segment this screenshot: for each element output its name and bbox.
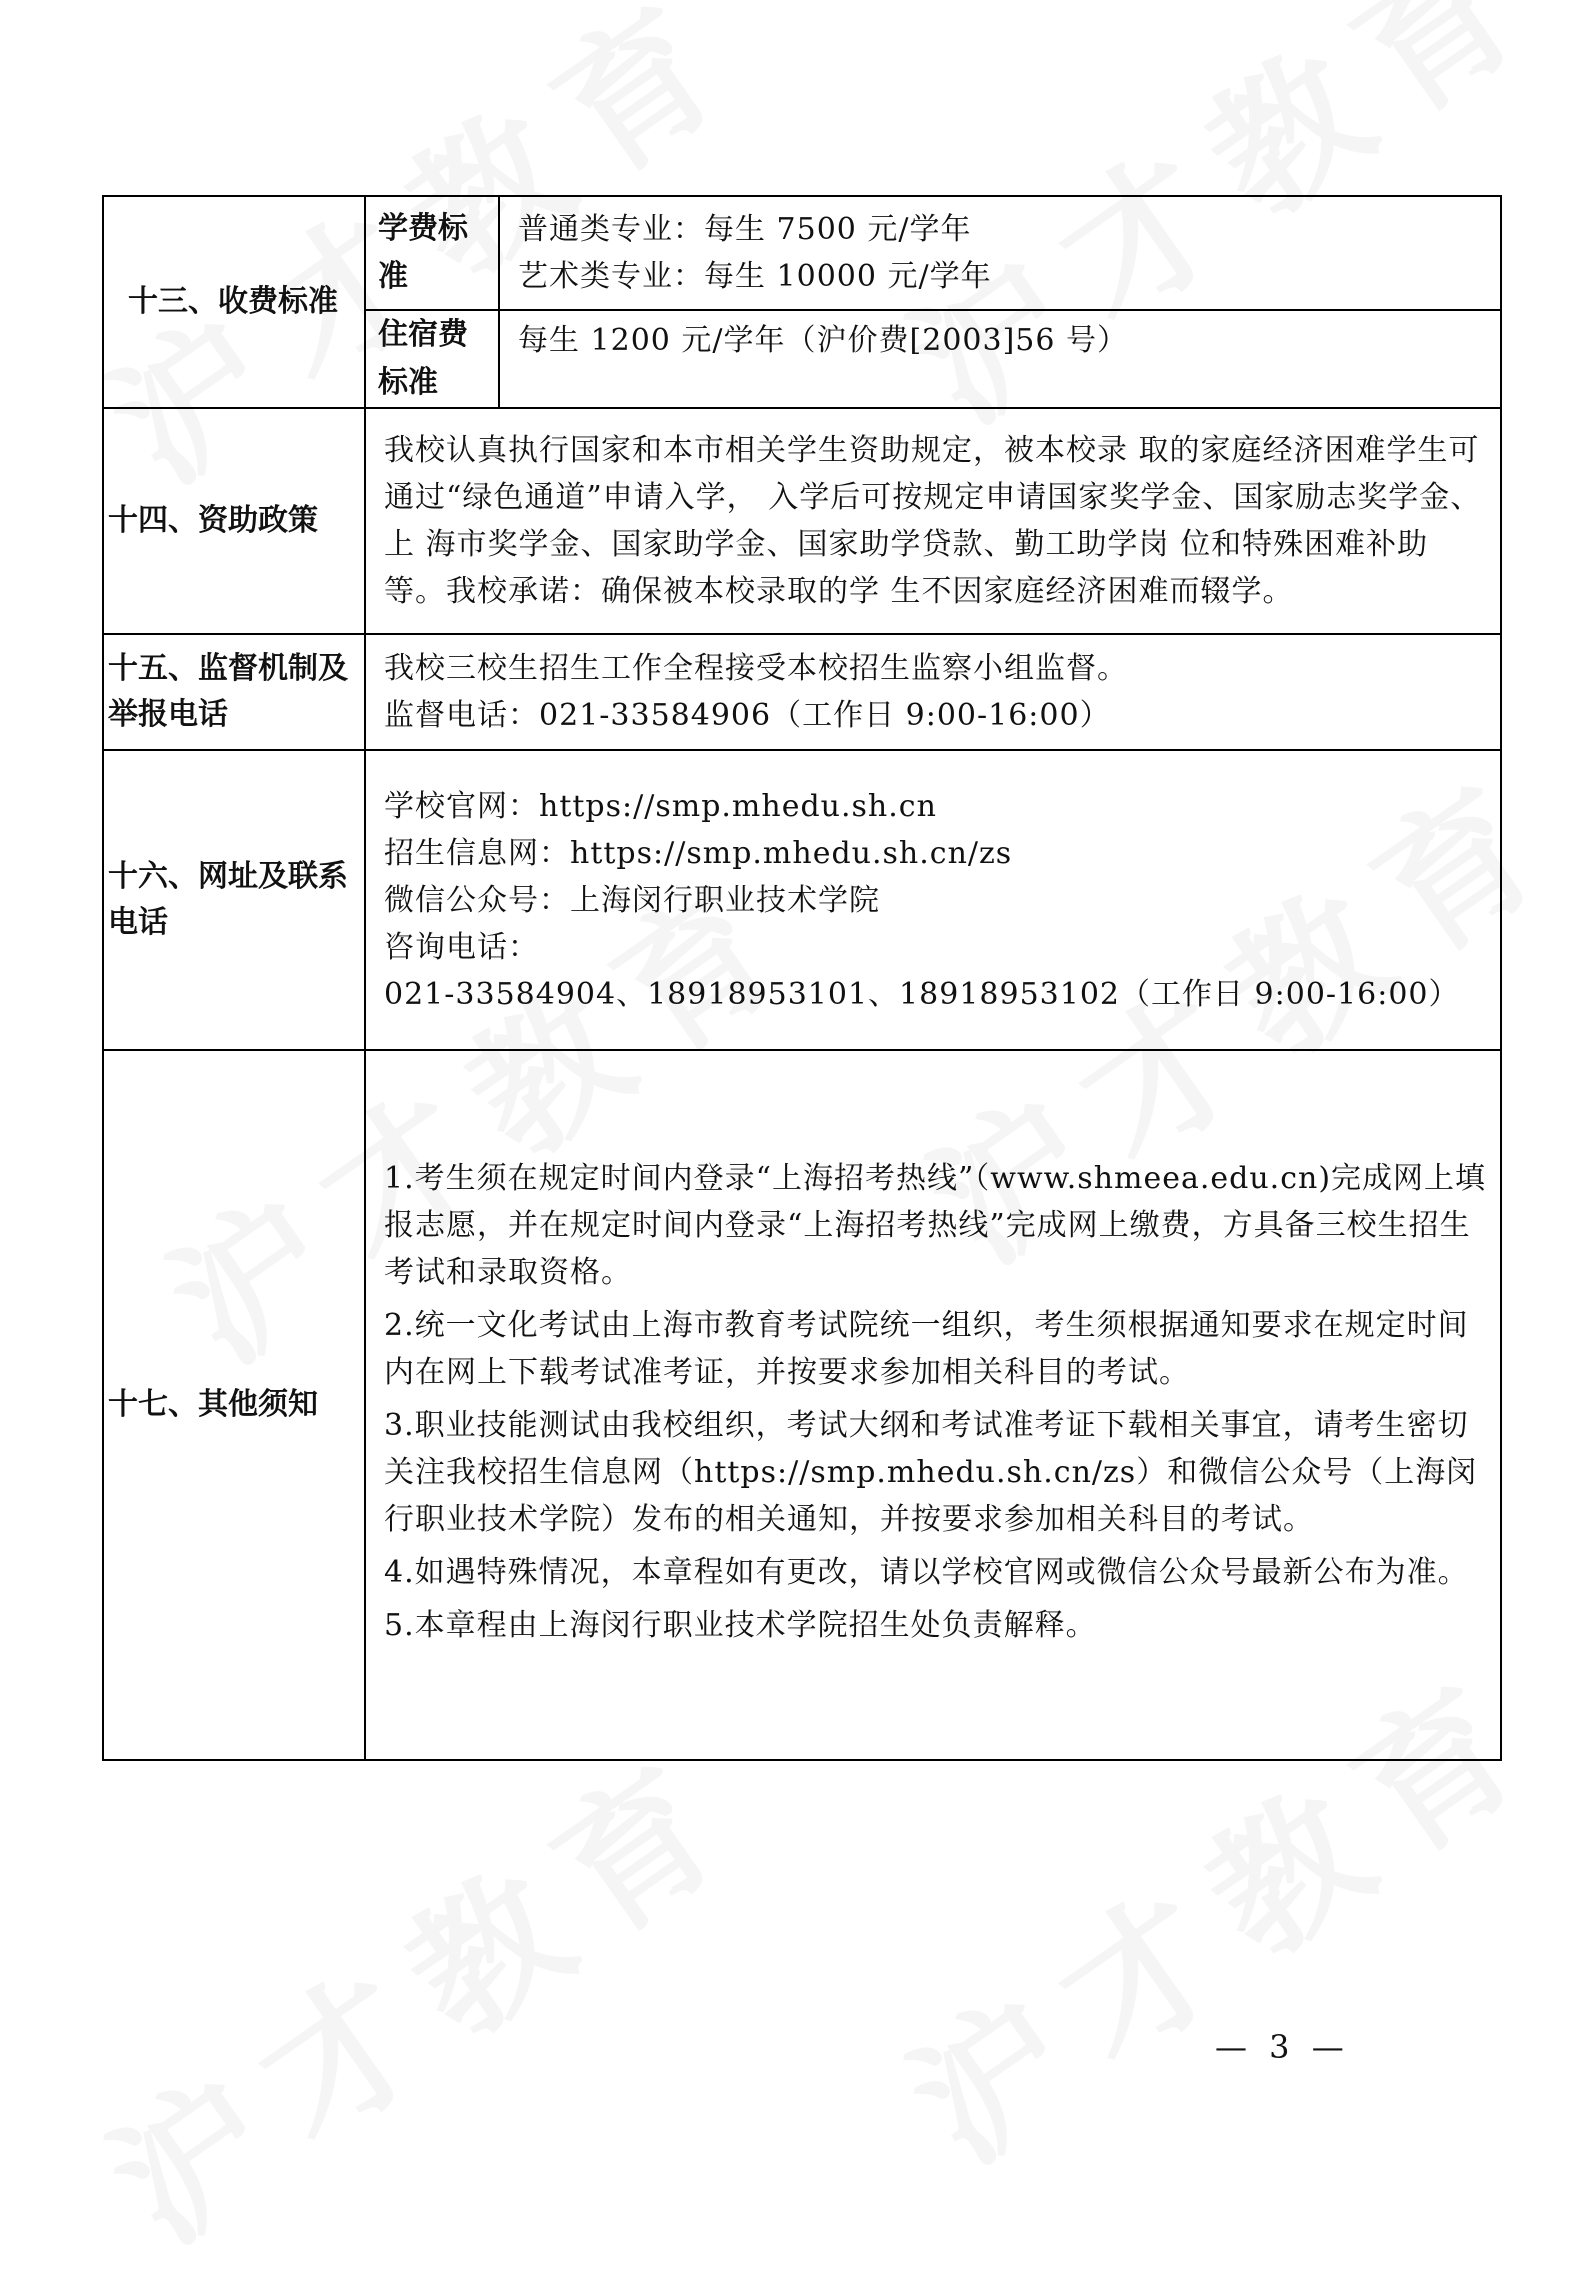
tuition-content — [499, 196, 1501, 310]
tuition-line: 艺术类专业：每生 10000 元/学年 — [518, 259, 992, 294]
table-row-aid — [103, 408, 1501, 634]
dorm-text: 每生 1200 元/学年（沪价费[2003]56 号） — [518, 323, 1128, 358]
enrollment-table — [102, 195, 1502, 1761]
page-number: — 3 — — [1215, 2028, 1350, 2066]
note-item: 2.统一文化考试由上海市教育考试院统一组织，考生须根据通知要求在规定时间内在网上下载考试准考证，并按要求参加相关科目的考试。 — [384, 1308, 1469, 1390]
aid-content — [365, 408, 1501, 634]
watermark — [63, 1693, 777, 2283]
phone-numbers: 021-33584904、18918953101、18918953102（工作日 9:00-16:00） — [384, 976, 1460, 1012]
notes-content — [365, 1050, 1501, 1760]
notes-title: 十七、其他须知 — [103, 1050, 365, 1760]
phone-label: 咨询电话： — [384, 929, 539, 965]
contact-title: 十六、网址及联系电话 — [103, 750, 365, 1050]
note-item: 1.考生须在规定时间内登录“上海招考热线”（www.shmeea.edu.cn)完成网上填报志愿，并在规定时间内登录“上海招考热线”完成网上缴费，方具备三校生招生考试和录取资格。 — [384, 1161, 1487, 1290]
supervision-phone: 监督电话：021-33584906（工作日 9:00-16:00） — [384, 698, 1111, 733]
fees-title: 十三、收费标准 — [103, 196, 365, 408]
aid-text: 我校认真执行国家和本市相关学生资助规定，被本校录 取的家庭经济困难学生可通过“绿色通道”申请入学， 入学后可按规定申请国家奖学金、国家励志奖学金、上 海市奖学金、国家助学金、国家助学贷款、勤工助学岗 位和特殊困难补助等。我校承诺：确保被本校录取的学 生不因家庭经济困难而辍学。 — [384, 433, 1482, 609]
table-row-contact — [103, 750, 1501, 1050]
table-row-fees-tuition — [103, 196, 1501, 310]
website-link[interactable]: 学校官网：https://smp.mhedu.sh.cn — [384, 788, 937, 824]
tuition-line: 普通类专业：每生 7500 元/学年 — [518, 212, 972, 247]
note-item: 5.本章程由上海闵行职业技术学院招生处负责解释。 — [384, 1608, 1097, 1643]
tuition-label: 学费标准 — [365, 196, 499, 310]
supervision-content — [365, 634, 1501, 750]
admissions-site-link[interactable]: 招生信息网：https://smp.mhedu.sh.cn/zs — [384, 835, 1013, 871]
dorm-content — [499, 310, 1501, 408]
supervision-title: 十五、监督机制及举报电话 — [103, 634, 365, 750]
table-row-supervision — [103, 634, 1501, 750]
wechat-account: 微信公众号：上海闵行职业技术学院 — [384, 882, 880, 918]
contact-content — [365, 750, 1501, 1050]
table-row-notes — [103, 1050, 1501, 1760]
note-item: 4.如遇特殊情况，本章程如有更改，请以学校官网或微信公众号最新公布为准。 — [384, 1555, 1469, 1590]
supervision-line: 我校三校生招生工作全程接受本校招生监察小组监督。 — [384, 651, 1128, 686]
note-item: 3.职业技能测试由我校组织，考试大纲和考试准考证下载相关事宜，请考生密切关注我校招生信息网（https://smp.mhedu.sh.cn/zs）和微信公众号（上海闵行职业技术学院）发布的相关通知，并按要求参加相关科目的考试。 — [384, 1408, 1478, 1537]
aid-title: 十四、资助政策 — [103, 408, 365, 634]
dorm-label: 住宿费标准 — [365, 310, 499, 408]
